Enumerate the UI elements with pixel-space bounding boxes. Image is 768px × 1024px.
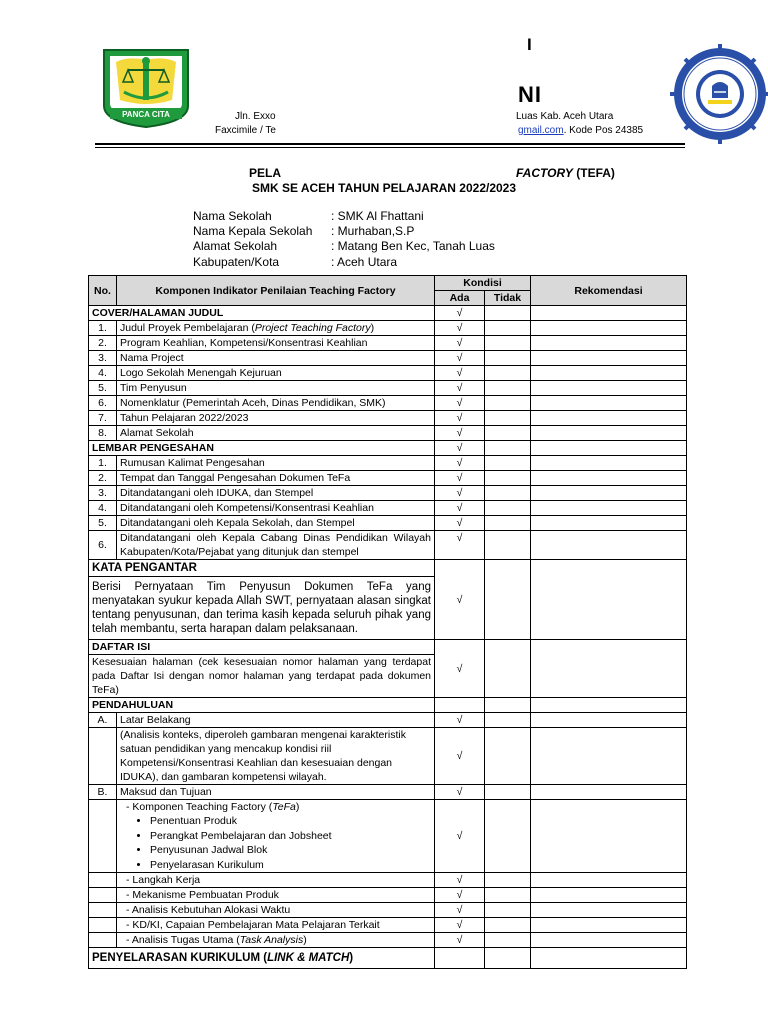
row-text: Tempat dan Tanggal Pengesahan Dokumen TeFa	[117, 471, 435, 486]
row-number: A.	[89, 713, 117, 728]
row-text: Ditandatangani oleh Kepala Sekolah, dan Stempel	[117, 516, 435, 531]
rekomendasi-cell[interactable]	[531, 903, 687, 918]
row-text: - Mekanisme Pembuatan Produk	[117, 888, 435, 903]
row-number: 4.	[89, 501, 117, 516]
row-text: Judul Proyek Pembelajaran (Project Teaching Factory)	[117, 321, 435, 336]
info-row-alamat	[193, 239, 495, 253]
check-ada[interactable]	[435, 948, 485, 969]
row-text: Ditandatangani oleh IDUKA, dan Stempel	[117, 486, 435, 501]
check-tidak[interactable]	[485, 411, 531, 426]
row-text: Ditandatangani oleh Kompetensi/Konsentrasi Keahlian	[117, 501, 435, 516]
row-number	[89, 903, 117, 918]
check-tidak[interactable]	[485, 441, 531, 456]
check-tidak[interactable]	[485, 903, 531, 918]
info-value: : Matang Ben Kec, Tanah Luas	[331, 239, 495, 253]
check-tidak[interactable]	[485, 471, 531, 486]
row-text: Latar Belakang	[117, 713, 435, 728]
table-row	[89, 501, 687, 516]
address-left-line-2: Faxcimile / Te	[215, 125, 276, 136]
section-pendahuluan: PENDAHULUAN	[89, 698, 435, 713]
rekomendasi-cell[interactable]	[531, 918, 687, 933]
check-ada[interactable]: √	[435, 800, 485, 873]
check-tidak[interactable]	[485, 336, 531, 351]
row-number: 6.	[89, 396, 117, 411]
check-tidak[interactable]	[485, 640, 531, 698]
check-tidak[interactable]	[485, 728, 531, 785]
header-tidak: Tidak	[485, 291, 531, 306]
rekomendasi-cell[interactable]	[531, 411, 687, 426]
check-ada[interactable]: √	[435, 713, 485, 728]
row-number	[89, 728, 117, 785]
email-link[interactable]: gmail.com	[518, 125, 564, 136]
row-number: 6.	[89, 531, 117, 560]
check-ada[interactable]: √	[435, 903, 485, 918]
table-row	[89, 933, 687, 948]
rekomendasi-cell[interactable]	[531, 873, 687, 888]
header-fragment-bar: I	[527, 35, 532, 54]
table-row	[89, 456, 687, 471]
row-text: Tim Penyusun	[117, 381, 435, 396]
section-daftar-isi: DAFTAR ISI	[89, 640, 435, 655]
info-label: Alamat Sekolah	[193, 239, 278, 253]
check-tidak[interactable]	[485, 918, 531, 933]
assessment-table	[88, 275, 687, 969]
check-ada[interactable]: √	[435, 351, 485, 366]
section-penyelarasan: PENYELARASAN KURIKULUM (LINK & MATCH)	[89, 948, 435, 969]
row-text: Tahun Pelajaran 2022/2023	[117, 411, 435, 426]
doc-subtitle: SMK SE ACEH TAHUN PELAJARAN 2022/2023	[251, 181, 517, 195]
header-kondisi: Kondisi	[435, 276, 531, 291]
check-ada[interactable]: √	[435, 888, 485, 903]
rekomendasi-cell[interactable]	[531, 396, 687, 411]
row-number: 3.	[89, 486, 117, 501]
check-ada[interactable]: √	[435, 728, 485, 785]
row-number: 7.	[89, 411, 117, 426]
info-label: Nama Sekolah	[193, 209, 272, 223]
rekomendasi-cell[interactable]	[531, 888, 687, 903]
table-row	[89, 713, 687, 728]
check-ada[interactable]: √	[435, 456, 485, 471]
rekomendasi-cell[interactable]	[531, 456, 687, 471]
list-item: • Penentuan Produk	[150, 814, 431, 829]
check-ada[interactable]: √	[435, 306, 485, 321]
check-tidak[interactable]	[485, 698, 531, 713]
table-row	[89, 531, 687, 560]
table-row	[89, 918, 687, 933]
check-tidak[interactable]	[485, 426, 531, 441]
check-tidak[interactable]	[485, 456, 531, 471]
logo-caption: PANCA CITA	[122, 110, 170, 119]
table-row	[89, 516, 687, 531]
rekomendasi-cell[interactable]	[531, 785, 687, 800]
check-ada[interactable]: √	[435, 933, 485, 948]
rekomendasi-cell[interactable]	[531, 713, 687, 728]
check-ada[interactable]: √	[435, 486, 485, 501]
list-item: • Penyusunan Jadwal Blok	[150, 843, 431, 858]
info-value: : SMK Al Fhattani	[331, 209, 424, 223]
check-ada[interactable]: √	[435, 501, 485, 516]
table-row	[89, 396, 687, 411]
row-number	[89, 873, 117, 888]
check-tidak[interactable]	[485, 321, 531, 336]
header-fragment-ni: NI	[518, 82, 542, 107]
table-row	[89, 728, 687, 785]
info-label: Nama Kepala Sekolah	[193, 224, 313, 238]
doc-title-italic: FACTORY	[516, 166, 573, 180]
row-text: Program Keahlian, Kompetensi/Konsentrasi Keahlian	[117, 336, 435, 351]
check-tidak[interactable]	[485, 501, 531, 516]
table-row	[89, 366, 687, 381]
check-ada[interactable]	[435, 698, 485, 713]
doc-title-fragment-right	[516, 166, 615, 180]
row-text: Nama Project	[117, 351, 435, 366]
row-text	[117, 800, 435, 873]
rekomendasi-cell[interactable]	[531, 471, 687, 486]
header-rule-thick	[95, 143, 685, 145]
table-row	[89, 785, 687, 800]
check-ada[interactable]: √	[435, 336, 485, 351]
table-row	[89, 903, 687, 918]
check-tidak[interactable]	[485, 873, 531, 888]
check-ada[interactable]: √	[435, 426, 485, 441]
check-ada[interactable]: √	[435, 441, 485, 456]
header-komponen: Komponen Indikator Penilaian Teaching Factory	[117, 276, 435, 306]
kata-pengantar-text: Berisi Pernyataan Tim Penyusun Dokumen TeFa yang menyatakan syukur kepada Allah SWT, pernyataan alasan singkat tentang penyusunan, dan terima kasih kepada seluruh pihak yang telah membantu, serta harapan dalam pelaksanaan.	[89, 577, 435, 640]
row-text: Nomenklatur (Pemerintah Aceh, Dinas Pendidikan, SMK)	[117, 396, 435, 411]
address-right-line-2	[518, 125, 643, 136]
rekomendasi-cell[interactable]	[531, 948, 687, 969]
komponen-tefa-label: - Komponen Teaching Factory (TeFa)	[126, 801, 300, 813]
postal-code-text: . Kode Pos 24385	[563, 125, 644, 136]
check-tidak[interactable]	[485, 948, 531, 969]
check-ada[interactable]: √	[435, 531, 485, 560]
rekomendasi-cell[interactable]	[531, 800, 687, 873]
check-ada[interactable]: √	[435, 381, 485, 396]
info-row-kabupaten	[193, 255, 397, 269]
check-tidak[interactable]	[485, 800, 531, 873]
list-item: • Penyelarasan Kurikulum	[150, 858, 431, 873]
check-ada[interactable]: √	[435, 785, 485, 800]
daftar-isi-text: Kesesuaian halaman (cek kesesuaian nomor halaman yang terdapat pada Daftar Isi dengan nomor halaman yang terdapat pada dokumen TeFa)	[89, 655, 435, 698]
header-rekomendasi: Rekomendasi	[531, 276, 687, 306]
info-row-kepala-sekolah	[193, 224, 414, 238]
row-text: - Analisis Kebutuhan Alokasi Waktu	[117, 903, 435, 918]
address-left-line-1: Jln. Exxo	[235, 111, 276, 122]
rekomendasi-cell[interactable]	[531, 560, 687, 640]
doc-title-fragment-left: PELA	[249, 166, 282, 180]
rekomendasi-cell[interactable]	[531, 698, 687, 713]
check-ada[interactable]: √	[435, 471, 485, 486]
check-tidak[interactable]	[485, 351, 531, 366]
row-text: - Analisis Tugas Utama (Task Analysis)	[117, 933, 435, 948]
check-tidak[interactable]	[485, 516, 531, 531]
row-number: 4.	[89, 366, 117, 381]
check-tidak[interactable]	[485, 381, 531, 396]
info-row-nama-sekolah	[193, 209, 424, 223]
check-ada[interactable]: √	[435, 366, 485, 381]
check-ada[interactable]: √	[435, 918, 485, 933]
header-rule-thin	[95, 147, 685, 148]
table-row	[89, 800, 687, 873]
row-text: Rumusan Kalimat Pengesahan	[117, 456, 435, 471]
table-row	[89, 471, 687, 486]
info-value: : Murhaban,S.P	[331, 224, 415, 238]
row-number	[89, 933, 117, 948]
row-number: 1.	[89, 321, 117, 336]
rekomendasi-cell[interactable]	[531, 531, 687, 560]
komponen-list	[120, 814, 431, 872]
section-cover: COVER/HALAMAN JUDUL	[89, 306, 435, 321]
check-tidak[interactable]	[485, 396, 531, 411]
doc-title-rest: (TEFA)	[572, 166, 615, 180]
row-text: Ditandatangani oleh Kepala Cabang Dinas Pendidikan Wilayah Kabupaten/Kota/Pejabat yang ditunjuk dan stempel	[117, 531, 435, 560]
rekomendasi-cell[interactable]	[531, 501, 687, 516]
rekomendasi-cell[interactable]	[531, 366, 687, 381]
check-tidak[interactable]	[485, 486, 531, 501]
rekomendasi-cell[interactable]	[531, 321, 687, 336]
rekomendasi-cell[interactable]	[531, 426, 687, 441]
row-text: - Langkah Kerja	[117, 873, 435, 888]
check-tidak[interactable]	[485, 785, 531, 800]
row-number: 5.	[89, 516, 117, 531]
rekomendasi-cell[interactable]	[531, 381, 687, 396]
school-emblem-logo	[98, 48, 194, 128]
check-tidak[interactable]	[485, 366, 531, 381]
row-text: Logo Sekolah Menengah Kejuruan	[117, 366, 435, 381]
check-tidak[interactable]	[485, 888, 531, 903]
school-seal-logo	[668, 42, 768, 146]
rekomendasi-cell[interactable]	[531, 306, 687, 321]
rekomendasi-cell[interactable]	[531, 486, 687, 501]
rekomendasi-cell[interactable]	[531, 728, 687, 785]
row-number: 3.	[89, 351, 117, 366]
row-text: - KD/KI, Capaian Pembelajaran Mata Pelajaran Terkait	[117, 918, 435, 933]
row-number	[89, 888, 117, 903]
rekomendasi-cell[interactable]	[531, 933, 687, 948]
row-number: 2.	[89, 471, 117, 486]
check-ada[interactable]: √	[435, 560, 485, 640]
rekomendasi-cell[interactable]	[531, 441, 687, 456]
row-number: 2.	[89, 336, 117, 351]
check-ada[interactable]: √	[435, 411, 485, 426]
table-row	[89, 486, 687, 501]
row-text: Alamat Sekolah	[117, 426, 435, 441]
row-number	[89, 918, 117, 933]
check-ada[interactable]: √	[435, 516, 485, 531]
check-ada[interactable]: √	[435, 321, 485, 336]
rekomendasi-cell[interactable]	[531, 516, 687, 531]
rekomendasi-cell[interactable]	[531, 336, 687, 351]
rekomendasi-cell[interactable]	[531, 640, 687, 698]
table-row	[89, 321, 687, 336]
table-row	[89, 873, 687, 888]
check-tidak[interactable]	[485, 306, 531, 321]
header-no: No.	[89, 276, 117, 306]
check-tidak[interactable]	[485, 531, 531, 560]
info-value: : Aceh Utara	[331, 255, 398, 269]
header-ada: Ada	[435, 291, 485, 306]
list-item: • Perangkat Pembelajaran dan Jobsheet	[150, 829, 431, 844]
check-ada[interactable]: √	[435, 640, 485, 698]
row-text: Maksud dan Tujuan	[117, 785, 435, 800]
address-right-line-1: Luas Kab. Aceh Utara	[516, 111, 614, 122]
section-pengesahan: LEMBAR PENGESAHAN	[89, 441, 435, 456]
row-number: 8.	[89, 426, 117, 441]
check-ada[interactable]: √	[435, 873, 485, 888]
row-number: 1.	[89, 456, 117, 471]
table-row	[89, 888, 687, 903]
table-row	[89, 411, 687, 426]
row-number: B.	[89, 785, 117, 800]
table-row	[89, 426, 687, 441]
row-number: 5.	[89, 381, 117, 396]
table-row	[89, 351, 687, 366]
row-text: (Analisis konteks, diperoleh gambaran mengenai karakteristik satuan pendidikan yang mencakup kondisi riil Kompetensi/Konsentrasi Keahlian dan kesesuaian dengan IDUKA), dan gambaran kompetensi wilayah.	[117, 728, 435, 785]
section-kata-pengantar: KATA PENGANTAR	[89, 560, 435, 577]
check-tidak[interactable]	[485, 713, 531, 728]
table-row	[89, 381, 687, 396]
info-label: Kabupaten/Kota	[193, 255, 280, 269]
check-ada[interactable]: √	[435, 396, 485, 411]
table-row	[89, 336, 687, 351]
check-tidak[interactable]	[485, 560, 531, 640]
rekomendasi-cell[interactable]	[531, 351, 687, 366]
check-tidak[interactable]	[485, 933, 531, 948]
row-number	[89, 800, 117, 873]
